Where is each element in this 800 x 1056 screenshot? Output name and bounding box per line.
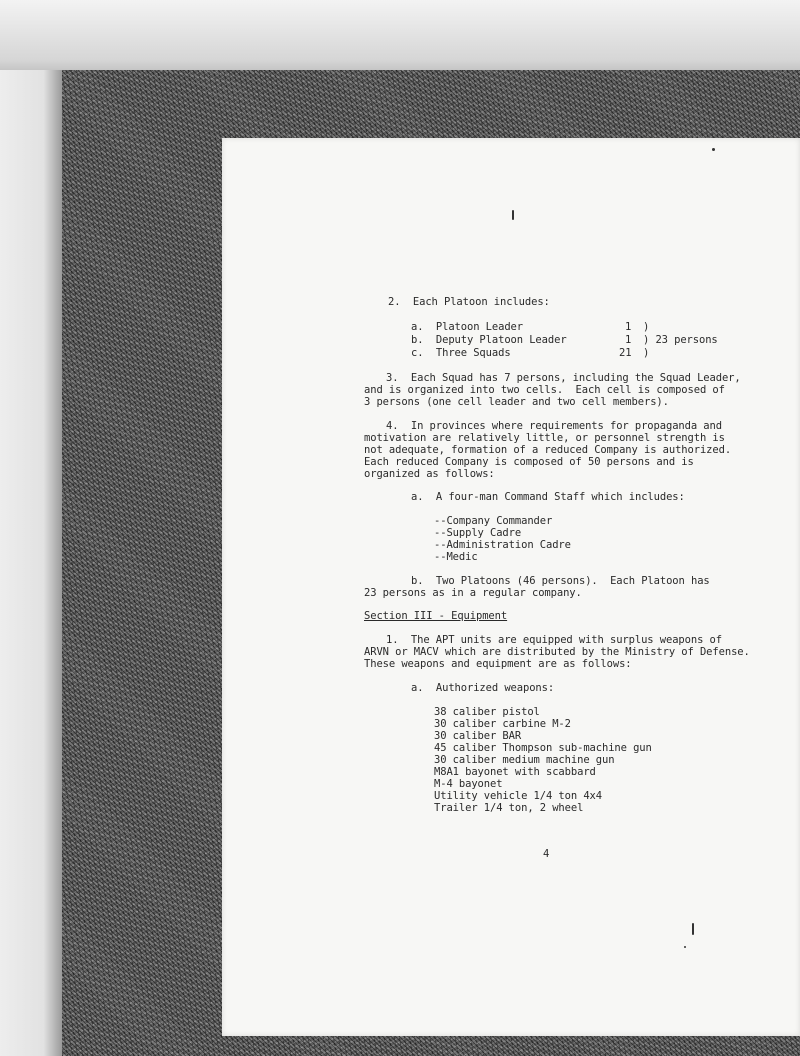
paragraph-3-line: 3 persons (one cell leader and two cell members).: [364, 396, 669, 408]
section-heading: Section III - Equipment: [364, 610, 508, 622]
platoon-item-count: 1: [625, 321, 632, 333]
bracket-mark: ): [643, 321, 650, 333]
left-page-edge: [0, 70, 62, 1056]
bracket-mark: ): [643, 347, 650, 359]
paragraph-3-line: and is organized into two cells. Each cell is composed of: [364, 384, 725, 396]
speck: [692, 923, 694, 935]
platoon-item-count: 1: [625, 334, 632, 346]
weapon-item: 30 caliber carbine M-2: [434, 718, 571, 730]
page-number: 4: [543, 848, 550, 860]
staff-list-item: --Administration Cadre: [434, 539, 571, 551]
speck: [684, 946, 686, 948]
equipment-paragraph-line: These weapons and equipment are as follows:: [364, 658, 632, 670]
staff-list-item: --Company Commander: [434, 515, 553, 527]
speck: [512, 210, 514, 220]
platoon-item-count: 21: [619, 347, 632, 359]
paragraph-4b-line: 23 persons as in a regular company.: [364, 587, 582, 599]
staff-list-item: --Supply Cadre: [434, 527, 522, 539]
weapon-item: M-4 bayonet: [434, 778, 503, 790]
weapon-item: M8A1 bayonet with scabbard: [434, 766, 596, 778]
weapon-item: 30 caliber BAR: [434, 730, 522, 742]
paragraph-4a: a. A four-man Command Staff which includes:: [411, 491, 685, 503]
weapons-heading: a. Authorized weapons:: [411, 682, 555, 694]
paragraph-4-line: not adequate, formation of a reduced Company is authorized.: [364, 444, 732, 456]
paragraph-4-line: organized as follows:: [364, 468, 495, 480]
paragraph-4b-line: b. Two Platoons (46 persons). Each Platoon has: [411, 575, 710, 587]
paragraph-4-line: 4. In provinces where requirements for propaganda and: [386, 420, 722, 432]
platoon-intro: 2. Each Platoon includes:: [388, 296, 550, 308]
speck: [712, 148, 715, 151]
platoon-total: ) 23 persons: [643, 334, 718, 346]
paragraph-3-line: 3. Each Squad has 7 persons, including the Squad Leader,: [386, 372, 741, 384]
weapon-item: Trailer 1/4 ton, 2 wheel: [434, 802, 584, 814]
paragraph-4-line: Each reduced Company is composed of 50 persons and is: [364, 456, 694, 468]
weapon-item: 30 caliber medium machine gun: [434, 754, 615, 766]
weapon-item: 38 caliber pistol: [434, 706, 540, 718]
equipment-paragraph-line: ARVN or MACV which are distributed by the Ministry of Defense.: [364, 646, 750, 658]
paragraph-4-line: motivation are relatively little, or personnel strength is: [364, 432, 725, 444]
platoon-item-label: b. Deputy Platoon Leader: [411, 334, 567, 346]
equipment-paragraph-line: 1. The APT units are equipped with surplus weapons of: [386, 634, 722, 646]
weapon-item: Utility vehicle 1/4 ton 4x4: [434, 790, 602, 802]
weapon-item: 45 caliber Thompson sub-machine gun: [434, 742, 652, 754]
platoon-item-label: c. Three Squads: [411, 347, 511, 359]
platoon-item-label: a. Platoon Leader: [411, 321, 523, 333]
staff-list-item: --Medic: [434, 551, 478, 563]
